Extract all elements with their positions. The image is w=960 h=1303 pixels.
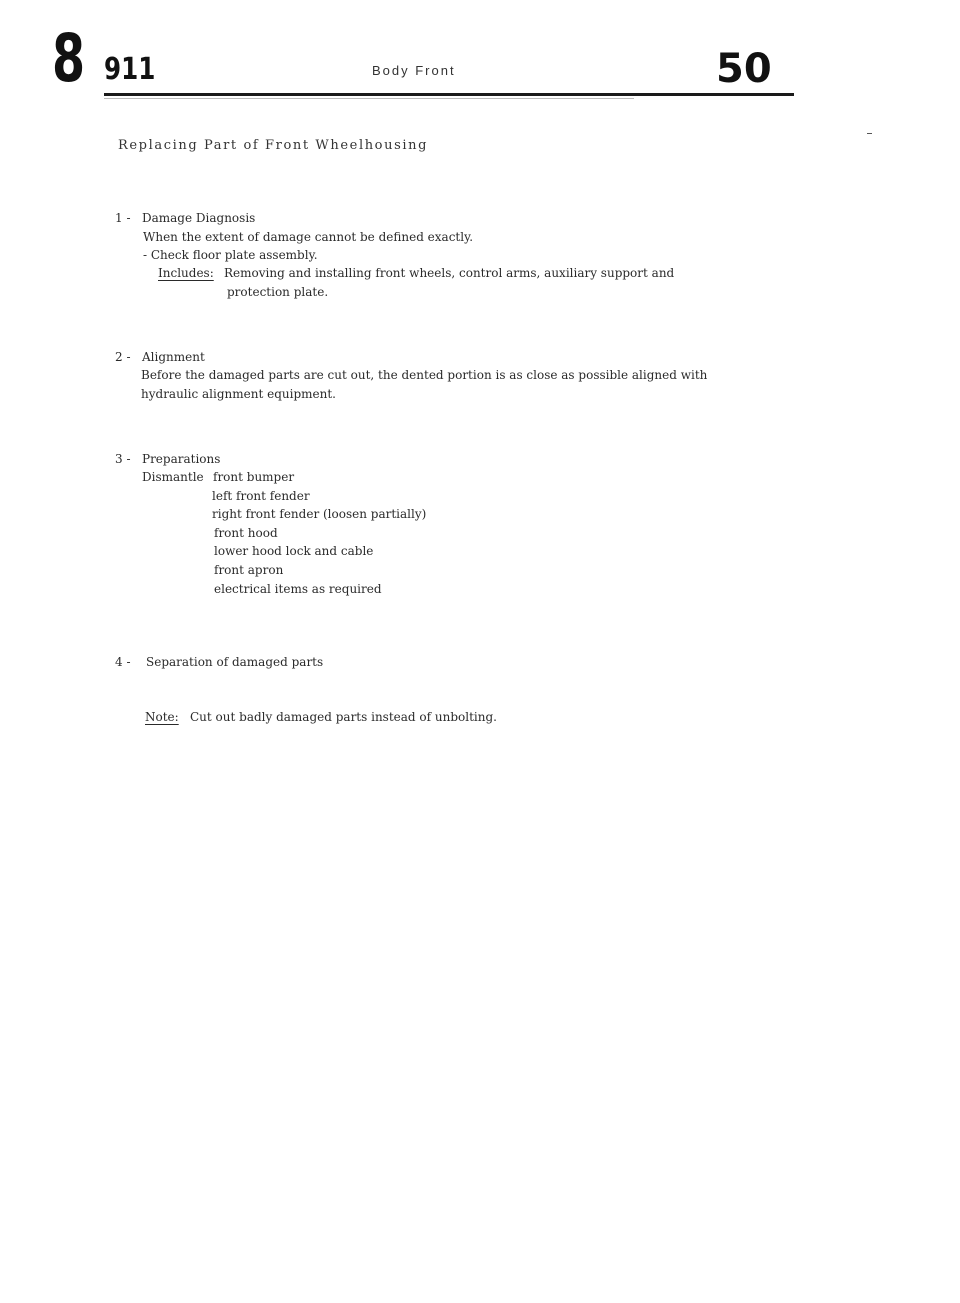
dismantle-item: front hood xyxy=(214,526,278,540)
step-1-heading xyxy=(115,211,255,225)
group-number: 8 xyxy=(52,20,86,97)
header-rule xyxy=(104,93,794,96)
step-3-heading xyxy=(115,452,220,466)
includes-label: Includes: xyxy=(158,266,214,280)
step-heading: Alignment xyxy=(142,350,205,364)
dismantle-item: lower hood lock and cable xyxy=(214,544,374,558)
dismantle-item: front apron xyxy=(214,563,284,577)
dismantle-item: left front fender xyxy=(212,489,310,503)
dismantle-item: right front fender (loosen partially) xyxy=(212,507,427,521)
step-heading: Preparations xyxy=(142,452,221,466)
step-1-includes-line-1: Removing and installing front wheels, control arms, auxiliary support and xyxy=(224,266,675,280)
header-rule-thin xyxy=(104,98,634,99)
step-2-line-2: hydraulic alignment equipment. xyxy=(141,387,336,401)
section-title: Body Front xyxy=(372,63,456,78)
dismantle-item: electrical items as required xyxy=(214,582,382,596)
step-1-line-2: - Check floor plate assembly. xyxy=(143,248,318,262)
step-1-includes xyxy=(158,266,214,280)
note xyxy=(145,710,179,724)
step-2-line-1: Before the damaged parts are cut out, the dented portion is as close as possible aligned with xyxy=(141,368,708,382)
document-title: Replacing Part of Front Wheelhousing xyxy=(118,138,428,153)
corner-mark xyxy=(867,133,872,134)
step-number: 3 - xyxy=(115,452,131,466)
step-4-heading xyxy=(115,655,323,669)
step-1-includes-line-2: protection plate. xyxy=(227,285,329,299)
section-number: 50 xyxy=(716,46,772,92)
note-text: Cut out badly damaged parts instead of unbolting. xyxy=(190,710,497,724)
page-header xyxy=(0,0,960,110)
dismantle-label: Dismantle xyxy=(142,470,204,484)
step-number: 2 - xyxy=(115,350,131,364)
step-heading: Separation of damaged parts xyxy=(146,655,324,669)
model-number: 911 xyxy=(104,52,156,87)
note-label: Note: xyxy=(145,710,179,724)
dismantle-item: front bumper xyxy=(213,470,295,484)
step-heading: Damage Diagnosis xyxy=(142,211,256,225)
step-number: 1 - xyxy=(115,211,131,225)
step-2-heading xyxy=(115,350,205,364)
step-number: 4 - xyxy=(115,655,131,669)
step-1-line-1: When the extent of damage cannot be defined exactly. xyxy=(143,230,474,244)
